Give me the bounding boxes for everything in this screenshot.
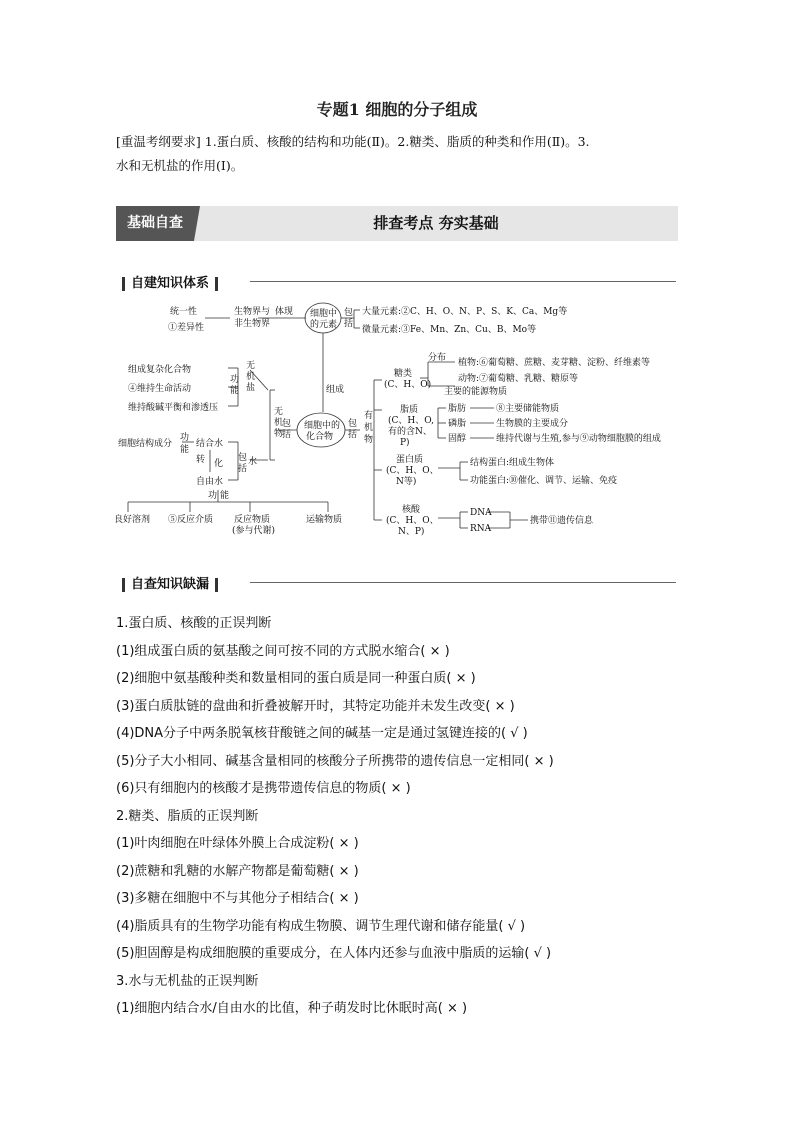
diag-include-2: 括 (344, 319, 354, 329)
diag-sterol-func: 维持代谢与生殖,参与⑨动物细胞膜的组成 (496, 434, 661, 444)
diag-wf-5: 运输物质 (306, 515, 343, 525)
diag-sugar-2: (C、H、O) (384, 380, 432, 390)
diag-salt-3: 盐 (246, 383, 256, 393)
diag-org-3: 物 (364, 435, 374, 445)
diag-macro: 大量元素:②C、H、O、N、P、S、K、Ca、Mg等 (362, 307, 568, 317)
diag-func-1: 功 (230, 375, 240, 385)
diag-struct-protein: 结构蛋白:组成生物体 (470, 458, 555, 468)
diag-nucleic-1: 核酸 (402, 505, 421, 515)
diag-inc-d2: 括 (238, 464, 248, 474)
diag-lipid-1: 脂质 (400, 405, 419, 415)
diag-inc-b1: 包 (282, 419, 292, 429)
diag-convert-2: 化 (214, 459, 224, 469)
diag-func-c1: 功 (208, 491, 218, 501)
requirements-text2: 水和无机盐的作用(Ⅰ)。 (116, 158, 244, 173)
list-line: (4)DNA分子中两条脱氧核苷酸链之间的碱基一定是通过氢键连接的( √ ) (116, 726, 528, 741)
diag-lipid-3: 有的含N、 (388, 427, 432, 437)
diag-func-2: 能 (230, 386, 240, 396)
diag-org-1: 有 (364, 411, 374, 421)
diag-convert-1: 转 (196, 455, 206, 465)
list-line: (4)脂质具有的生物学功能有构成生物膜、调节生理代谢和储存能量( √ ) (116, 918, 526, 934)
diag-sugar-1: 糖类 (394, 369, 413, 379)
diag-salt-f2: ④维持生命活动 (128, 384, 192, 394)
diag-compounds-1: 细胞中的 (304, 421, 341, 431)
list-line: (5)胆固醇是构成细胞膜的重要成分，在人体内还参与血液中脂质的运输( √ ) (116, 946, 552, 961)
diag-diversity: ①差异性 (168, 323, 205, 333)
list-line: (2)蔗糖和乳糖的水解产物都是葡萄糖( × ) (116, 863, 359, 879)
diag-inorg-3: 物 (274, 429, 284, 439)
knowledge-diagram (110, 290, 690, 540)
header-rule (250, 281, 676, 282)
list-line: 1.蛋白质、核酸的正误判断 (116, 616, 272, 631)
diag-compounds-2: 化合物 (306, 432, 334, 442)
diag-func-protein: 功能蛋白:⑩催化、调节、运输、免疫 (470, 476, 618, 486)
list-line: (1)细胞内结合水/自由水的比值，种子萌发时比休眠时高( × ) (116, 1001, 468, 1016)
section-header-label: 自建知识体系 (131, 276, 210, 291)
diag-nucleic-3: N、P) (398, 527, 425, 537)
diag-plant: 植物:⑥葡萄糖、蔗糖、麦芽糖、淀粉、纤维素等 (458, 358, 651, 368)
header-bar-left (122, 277, 125, 291)
diag-reflect: 体现 (275, 307, 294, 317)
list-line: 3.水与无机盐的正误判断 (116, 973, 259, 989)
diag-salt-f1: 组成复杂化合物 (128, 365, 192, 375)
diag-carry: 携带⑪遗传信息 (530, 516, 594, 526)
list-line: (1)叶肉细胞在叶绿体外膜上合成淀粉( × ) (116, 836, 359, 851)
section-header-knowledge-system (116, 272, 224, 292)
section-header-label: 自查知识缺漏 (131, 577, 210, 592)
diag-inc-c1: 包 (348, 419, 358, 429)
list-line: (5)分子大小相同、碱基含量相同的核酸分子所携带的遗传信息一定相同( × ) (116, 753, 554, 769)
diag-micro: 微量元素:③Fe、Mn、Zn、Cu、B、Mo等 (362, 325, 537, 335)
header-bar-left (122, 578, 125, 592)
diag-wf-2: ⑤反应介质 (168, 515, 214, 525)
diag-unity: 统一性 (170, 307, 198, 317)
diag-compose: 组成 (326, 385, 345, 395)
diag-inc-c2: 括 (348, 430, 358, 440)
diag-cell-el-1: 细胞中 (310, 309, 338, 319)
diag-inorg-1: 无 (274, 407, 284, 417)
diag-fat-func: ⑧主要储能物质 (496, 404, 560, 414)
diag-protein-3: N等) (396, 477, 417, 487)
list-line: (6)只有细胞内的核酸才是携带遗传信息的物质( × ) (116, 781, 411, 796)
list-line: (2)细胞中氨基酸种类和数量相同的蛋白质是同一种蛋白质( × ) (116, 671, 476, 686)
diag-wf-1: 良好溶剂 (114, 515, 151, 525)
diag-bound-water: 结合水 (196, 439, 224, 449)
diag-inorg-2: 机 (274, 418, 284, 428)
diag-salt-1: 无 (246, 361, 256, 371)
diag-include-1: 包 (344, 308, 354, 318)
section-header-knowledge-gaps (116, 573, 224, 593)
diag-protein-2: (C、H、O、 (386, 466, 439, 476)
diag-func-b1: 功 (180, 433, 190, 443)
diag-dna: DNA (470, 508, 492, 518)
diag-protein-1: 蛋白质 (396, 455, 424, 465)
diag-free-water: 自由水 (196, 477, 224, 487)
diag-inc-d1: 包 (238, 453, 248, 463)
diag-bio-1: 生物界与 (234, 307, 271, 317)
diag-distribute: 分布 (428, 353, 447, 363)
section-banner (116, 206, 678, 241)
diag-sugar-func: 主要的能源物质 (444, 387, 508, 397)
diag-cell-structure: 细胞结构成分 (118, 439, 173, 449)
requirements (116, 130, 678, 178)
diag-nucleic-2: (C、H、O、 (386, 516, 439, 526)
diag-salt-2: 机 (246, 372, 256, 382)
diag-bio-2: 非生物界 (234, 319, 271, 329)
diag-phos-func: 生物膜的主要成分 (496, 419, 569, 429)
page-title: 专题1 细胞的分子组成 (316, 100, 478, 119)
diag-fat: 脂肪 (448, 404, 467, 414)
judgment-list (116, 610, 686, 1023)
diag-water: 水 (248, 457, 258, 467)
diag-lipid-4: P) (400, 438, 410, 448)
list-line: (3)蛋白质肽链的盘曲和折叠被解开时，其特定功能并未发生改变( × ) (116, 698, 515, 714)
diag-lipid-2: (C、H、O, (388, 416, 434, 426)
diag-cell-el-2: 的元素 (310, 320, 338, 330)
diag-func-c2: 能 (220, 491, 230, 501)
diag-org-2: 机 (364, 423, 374, 433)
diag-animal: 动物:⑦葡萄糖、乳糖、糖原等 (458, 374, 579, 384)
diag-wf-4: (参与代谢) (232, 526, 276, 536)
header-rule (250, 582, 676, 583)
diag-wf-3: 反应物质 (234, 515, 271, 525)
requirements-tag: [重温考纲要求] (116, 134, 201, 149)
diag-func-b2: 能 (180, 445, 190, 455)
list-line: (3)多糖在细胞中不与其他分子相结合( × ) (116, 891, 359, 906)
header-bar-right (215, 578, 218, 592)
list-line: (1)组成蛋白质的氨基酸之间可按不同的方式脱水缩合( × ) (116, 643, 450, 659)
requirements-text: 1.蛋白质、核酸的结构和功能(Ⅱ)。2.糖类、脂质的种类和作用(Ⅱ)。3. (200, 134, 590, 149)
diag-sterol: 固醇 (448, 434, 467, 444)
banner-tag: 基础自查 (116, 206, 194, 241)
diag-phos: 磷脂 (448, 419, 467, 429)
header-bar-right (215, 277, 218, 291)
diag-rna: RNA (470, 524, 492, 534)
diag-inc-b2: 括 (282, 430, 292, 440)
banner-title: 排查考点 夯实基础 (373, 214, 499, 232)
diag-salt-f3: 维持酸碱平衡和渗透压 (128, 403, 219, 413)
list-line: 2.糖类、脂质的正误判断 (116, 808, 259, 824)
